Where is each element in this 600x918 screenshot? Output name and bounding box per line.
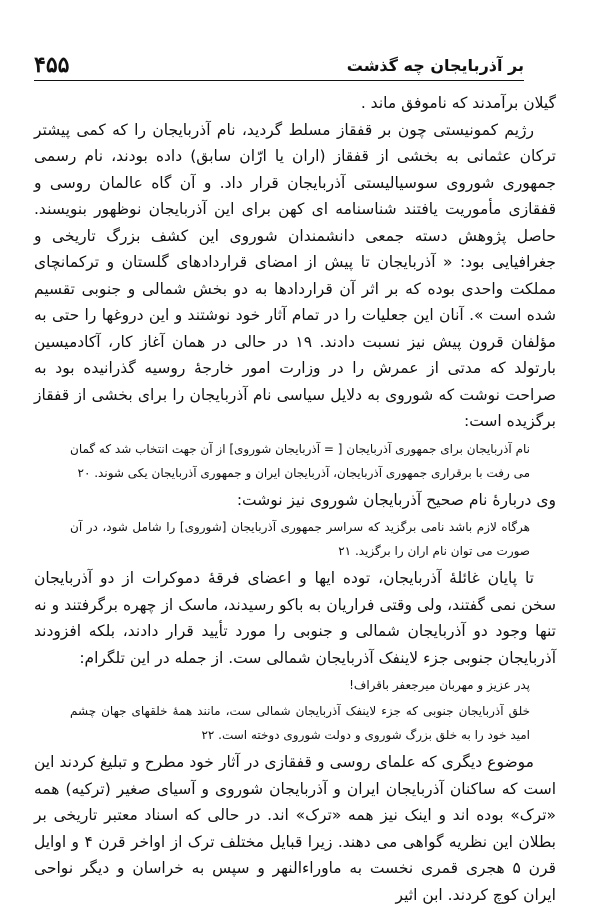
page-header <box>34 50 524 81</box>
page-body <box>34 90 556 908</box>
page-number: ۴۵۵ <box>34 52 70 78</box>
block-quote-2: هرگاه لازم باشد نامی برگزید که سراسر جمهوری آذربایجان [شوروی] را شامل شود، در آن صورت می توان نام اران را برگزید. ۲۱ <box>70 520 530 558</box>
block-quote-3-salutation: پدر عزیز و مهربان میرجعفر باقراف! <box>349 678 530 692</box>
paragraph-0: گیلان برآمدند که ناموفق ماند . <box>360 94 556 112</box>
block-quote-1: نام آذربایجان برای جمهوری آذربایجان [ = آذربایجان شوروی] از آن جهت انتخاب شد که گمان می رفت با برقراری جمهوری آذربایجان، آذربایجان ایران و جمهوری آذربایجان یکی شوند. ۲۰ <box>70 441 530 480</box>
paragraph-4: موضوع دیگری که علمای روسی و قفقازی در آثار خود مطرح و تبلیغ کردند این است که ساکنان آذربایجان ایران و آذربایجان شوروی و آسیای صغیر (ترکیه) همه «ترک» بوده اند و اینک نیز همه «ترک» اند. در حالی که اسناد معتبر تاریخی بر بطلان این نظریه گواهی می دهند. زیرا قبایل مختلف ترک از اواخر قرن ۴ و اوایل قرن ۵ هجری قمری نخست به ماوراءالنهر و سپس به خراسان و دیگر نواحی ایران کوچ کردند. ابن اثیر <box>34 753 556 904</box>
paragraph-1: رژیم کمونیستی چون بر قفقاز مسلط گردید، نام آذربایجان را که کمی پیشتر ترکان عثمانی به بخشی از قفقاز (اران یا ارّان سابق) داده بودند، نام رسمی جمهوری شوروی سوسیالیستی آذربایجان قرار داد. و آن گاه عالمان روسی و قفقازی مأموریت یافتند شناسنامه ای کهن برای این آذربایجان نوظهور بنویسند. حاصل پژوهش دسته جمعی دانشمندان شوروی این کشف بزرگ تاریخی و جغرافیایی بود: « آذربایجان تا پیش از امضای قراردادهای گلستان و ترکمانچای مملکت واحدی بوده که بر اثر آن قراردادها به دو بخش شمالی و جنوبی تقسیم شده است ». آنان این جعلیات را در تمام آثار خود نوشتند و این دروغها را حتی به مؤلفان قرون پیش نیز نسبت دادند. ۱۹ در حالی در همان آغاز کار، آکادمیسین بارتولد که مدتی از عمرش را در وزارت امور خارجهٔ روسیه گذرانیده بود به صراحت نوشت که شوروی به دلایل سیاسی نام آذربایجان را برای بخشی از قفقاز برگزیده است: <box>34 120 556 430</box>
running-title: بر آذربایجان چه گذشت <box>346 55 524 75</box>
block-quote-3-body: خلق آذربایجان جنوبی که جزء لاینفک آذربایجان شمالی ست، مانند همهٔ خلقهای جهان چشم امید خود را به خلق بزرگ شوروی و دولت شوروی دوخته است. ۲۲ <box>70 704 530 742</box>
paragraph-2: وی دربارهٔ نام صحیح آذربایجان شوروی نیز نوشت: <box>236 490 556 509</box>
paragraph-3: تا پایان غائلهٔ آذربایجان، توده ایها و اعضای فرقهٔ دموکرات از دو آذربایجان سخن نمی گفتند، ولی وقتی فراریان به باکو رسیدند، ماسک از چهره برگرفتند و نه تنها وجود دو آذربایجان شمالی و جنوبی را مورد تأیید قرار دادند، بلکه افزودند آذربایجان جنوبی جزء لاینفک آذربایجان شمالی ست. از جمله در این تلگرام: <box>34 569 556 667</box>
